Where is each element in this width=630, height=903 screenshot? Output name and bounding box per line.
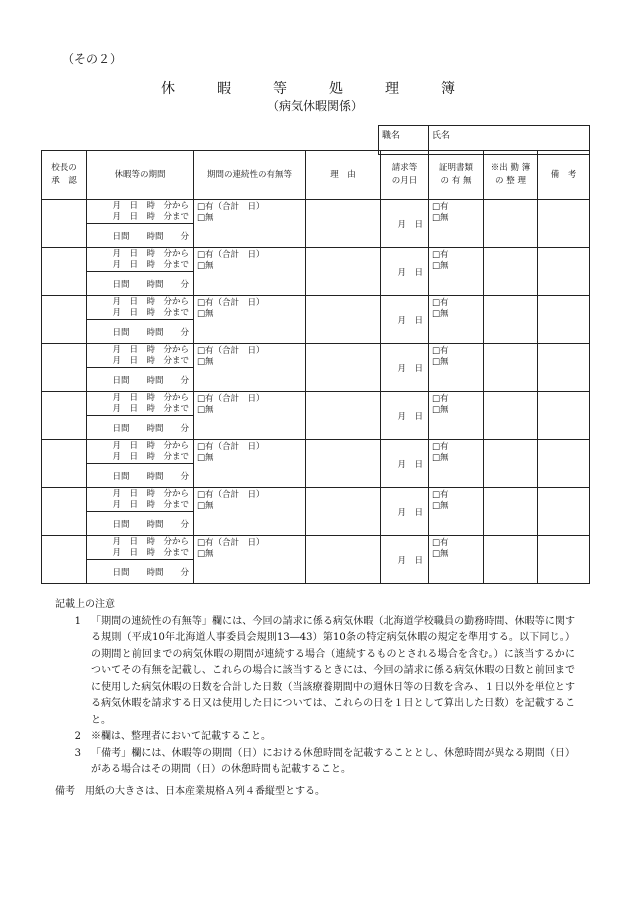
certificate-cell[interactable] [429, 392, 484, 440]
name-label: 氏名 [432, 131, 451, 141]
duration-cell[interactable]: 日間 時間 分 [87, 224, 194, 248]
attendance-cell[interactable] [484, 200, 538, 248]
remarks-cell[interactable] [538, 392, 590, 440]
period-cell[interactable]: 月 日 時 分から 月 日 時 分まで [87, 536, 194, 560]
continuity-no-checkbox[interactable]: □無 [197, 549, 214, 559]
table-row [42, 392, 590, 416]
position-label: 職名 [382, 131, 401, 141]
remarks-cell[interactable] [538, 200, 590, 248]
continuity-cell[interactable] [194, 488, 306, 536]
attendance-cell[interactable] [484, 248, 538, 296]
attendance-cell[interactable] [484, 488, 538, 536]
duration-cell[interactable]: 日間 時間 分 [87, 560, 194, 584]
approval-cell[interactable] [42, 200, 87, 248]
note-item: 1 「期間の連続性の有無等」欄には、今回の請求に係る病気休暇（北海道学校職員の勤務時間、休暇等に関する規則（平成10年北海道人事委員会規則13―43）第10条の特定病気休暇の規定を準用する。以下同じ。）の期間と前回までの病気休暇の期間が連続する場合（連続するものとされる場合を含む。）に該当するかについてその有無を記載し、これらの場合に該当するときには、今回の請求に係る病気休暇の日数と前回までに使用した病気休暇の日数を合計した日数（当該療養期間中の週休日等の日数を含み、１日以外を単位とする病気休暇を請求する日又は使用した日については、これらの日を１日として算出した日数）を記載すること。 [74, 615, 575, 726]
period-cell[interactable]: 月 日 時 分から 月 日 時 分まで [87, 392, 194, 416]
remarks-cell[interactable] [538, 440, 590, 488]
approval-cell[interactable] [42, 344, 87, 392]
request-date-cell[interactable]: 月 日 [381, 536, 429, 584]
continuity-cell[interactable] [194, 344, 306, 392]
attendance-cell[interactable] [484, 344, 538, 392]
duration-cell[interactable]: 日間 時間 分 [87, 464, 194, 488]
certificate-yes-checkbox[interactable]: □有 [432, 250, 449, 260]
reason-cell[interactable] [306, 488, 381, 536]
continuity-cell[interactable] [194, 440, 306, 488]
request-date-cell[interactable]: 月 日 [381, 200, 429, 248]
form-title: 休 暇 等 処 理 簿 [161, 81, 469, 97]
duration-cell[interactable]: 日間 時間 分 [87, 512, 194, 536]
period-cell[interactable]: 月 日 時 分から 月 日 時 分まで [87, 200, 194, 224]
continuity-no-checkbox[interactable]: □無 [197, 501, 214, 511]
continuity-no-checkbox[interactable]: □無 [197, 405, 214, 415]
col-certificate: 証明書類 の 有 無 [429, 151, 484, 200]
remarks-cell[interactable] [538, 488, 590, 536]
certificate-yes-checkbox[interactable]: □有 [432, 298, 449, 308]
certificate-cell[interactable] [429, 440, 484, 488]
table-row [42, 536, 590, 560]
approval-cell[interactable] [42, 248, 87, 296]
period-cell[interactable]: 月 日 時 分から 月 日 時 分まで [87, 296, 194, 320]
approval-cell[interactable] [42, 536, 87, 584]
remarks-cell[interactable] [538, 248, 590, 296]
form-number: （その２） [62, 52, 123, 66]
approval-cell[interactable] [42, 392, 87, 440]
request-date-cell[interactable]: 月 日 [381, 440, 429, 488]
attendance-cell[interactable] [484, 536, 538, 584]
col-reason: 理 由 [306, 151, 381, 200]
col-approval: 校長の 承 認 [42, 151, 87, 200]
approval-cell[interactable] [42, 296, 87, 344]
reason-cell[interactable] [306, 296, 381, 344]
duration-cell[interactable]: 日間 時間 分 [87, 416, 194, 440]
certificate-no-checkbox[interactable]: □無 [432, 501, 449, 511]
request-date-cell[interactable]: 月 日 [381, 344, 429, 392]
certificate-cell[interactable] [429, 200, 484, 248]
continuity-no-checkbox[interactable]: □無 [197, 213, 214, 223]
table-row [42, 488, 590, 512]
continuity-yes-checkbox[interactable]: □有（合計 日） [197, 394, 265, 404]
reason-cell[interactable] [306, 392, 381, 440]
continuity-cell[interactable] [194, 536, 306, 584]
certificate-yes-checkbox[interactable]: □有 [432, 346, 449, 356]
continuity-yes-checkbox[interactable]: □有（合計 日） [197, 490, 265, 500]
certificate-yes-checkbox[interactable]: □有 [432, 490, 449, 500]
certificate-cell[interactable] [429, 488, 484, 536]
certificate-no-checkbox[interactable]: □無 [432, 405, 449, 415]
continuity-cell[interactable] [194, 392, 306, 440]
certificate-no-checkbox[interactable]: □無 [432, 357, 449, 367]
certificate-no-checkbox[interactable]: □無 [432, 261, 449, 271]
remarks-cell[interactable] [538, 536, 590, 584]
table-row [42, 296, 590, 320]
continuity-cell[interactable] [194, 296, 306, 344]
leave-record-table [41, 150, 590, 584]
continuity-yes-checkbox[interactable]: □有（合計 日） [197, 538, 265, 548]
approval-cell[interactable] [42, 488, 87, 536]
table-header-row [42, 151, 590, 200]
table-row [42, 344, 590, 368]
col-period: 休暇等の期間 [87, 151, 194, 200]
notes-heading: 記載上の注意 [55, 599, 115, 610]
certificate-no-checkbox[interactable]: □無 [432, 549, 449, 559]
continuity-yes-checkbox[interactable]: □有（合計 日） [197, 250, 265, 260]
certificate-yes-checkbox[interactable]: □有 [432, 202, 449, 212]
certificate-cell[interactable] [429, 536, 484, 584]
request-date-cell[interactable]: 月 日 [381, 392, 429, 440]
col-remarks: 備 考 [538, 151, 590, 200]
reason-cell[interactable] [306, 248, 381, 296]
period-cell[interactable]: 月 日 時 分から 月 日 時 分まで [87, 440, 194, 464]
request-date-cell[interactable]: 月 日 [381, 488, 429, 536]
remarks-cell[interactable] [538, 344, 590, 392]
certificate-cell[interactable] [429, 248, 484, 296]
continuity-cell[interactable] [194, 248, 306, 296]
table-row [42, 200, 590, 224]
notes-section [55, 597, 575, 779]
paper-size-remark: 備考 用紙の大きさは、日本産業規格Ａ列４番縦型とする。 [55, 786, 325, 797]
continuity-yes-checkbox[interactable]: □有（合計 日） [197, 202, 265, 212]
note-item: 2 ※欄は、整理者において記載すること。 [74, 731, 271, 742]
continuity-yes-checkbox[interactable]: □有（合計 日） [197, 298, 265, 308]
continuity-yes-checkbox[interactable]: □有（合計 日） [197, 346, 265, 356]
remarks-cell[interactable] [538, 296, 590, 344]
attendance-cell[interactable] [484, 296, 538, 344]
request-date-cell[interactable]: 月 日 [381, 296, 429, 344]
continuity-no-checkbox[interactable]: □無 [197, 309, 214, 319]
attendance-cell[interactable] [484, 392, 538, 440]
certificate-yes-checkbox[interactable]: □有 [432, 538, 449, 548]
continuity-no-checkbox[interactable]: □無 [197, 453, 214, 463]
col-continuity: 期間の連続性の有無等 [194, 151, 306, 200]
note-item: 3 「備考」欄には、休暇等の期間（日）における休憩時間を記載することとし、休憩時間が異なる期間（日）がある場合はその期間（日）の休憩時間も記載すること。 [74, 747, 575, 775]
duration-cell[interactable]: 日間 時間 分 [87, 320, 194, 344]
continuity-cell[interactable] [194, 200, 306, 248]
certificate-yes-checkbox[interactable]: □有 [432, 394, 449, 404]
period-cell[interactable]: 月 日 時 分から 月 日 時 分まで [87, 488, 194, 512]
reason-cell[interactable] [306, 440, 381, 488]
period-cell[interactable]: 月 日 時 分から 月 日 時 分まで [87, 344, 194, 368]
col-request-date: 請求等 の月日 [381, 151, 429, 200]
attendance-cell[interactable] [484, 440, 538, 488]
table-row [42, 440, 590, 464]
col-attendance: ※出 勤 簿 の 整 理 [484, 151, 538, 200]
certificate-cell[interactable] [429, 296, 484, 344]
certificate-no-checkbox[interactable]: □無 [432, 309, 449, 319]
duration-cell[interactable]: 日間 時間 分 [87, 368, 194, 392]
table-row [42, 248, 590, 272]
certificate-no-checkbox[interactable]: □無 [432, 213, 449, 223]
reason-cell[interactable] [306, 344, 381, 392]
form-subtitle: （病気休暇関係） [266, 99, 363, 113]
certificate-no-checkbox[interactable]: □無 [432, 453, 449, 463]
period-cell[interactable]: 月 日 時 分から 月 日 時 分まで [87, 248, 194, 272]
certificate-cell[interactable] [429, 344, 484, 392]
continuity-yes-checkbox[interactable]: □有（合計 日） [197, 442, 265, 452]
reason-cell[interactable] [306, 536, 381, 584]
approval-cell[interactable] [42, 440, 87, 488]
continuity-no-checkbox[interactable]: □無 [197, 261, 214, 271]
duration-cell[interactable]: 日間 時間 分 [87, 272, 194, 296]
request-date-cell[interactable]: 月 日 [381, 248, 429, 296]
reason-cell[interactable] [306, 200, 381, 248]
continuity-no-checkbox[interactable]: □無 [197, 357, 214, 367]
certificate-yes-checkbox[interactable]: □有 [432, 442, 449, 452]
